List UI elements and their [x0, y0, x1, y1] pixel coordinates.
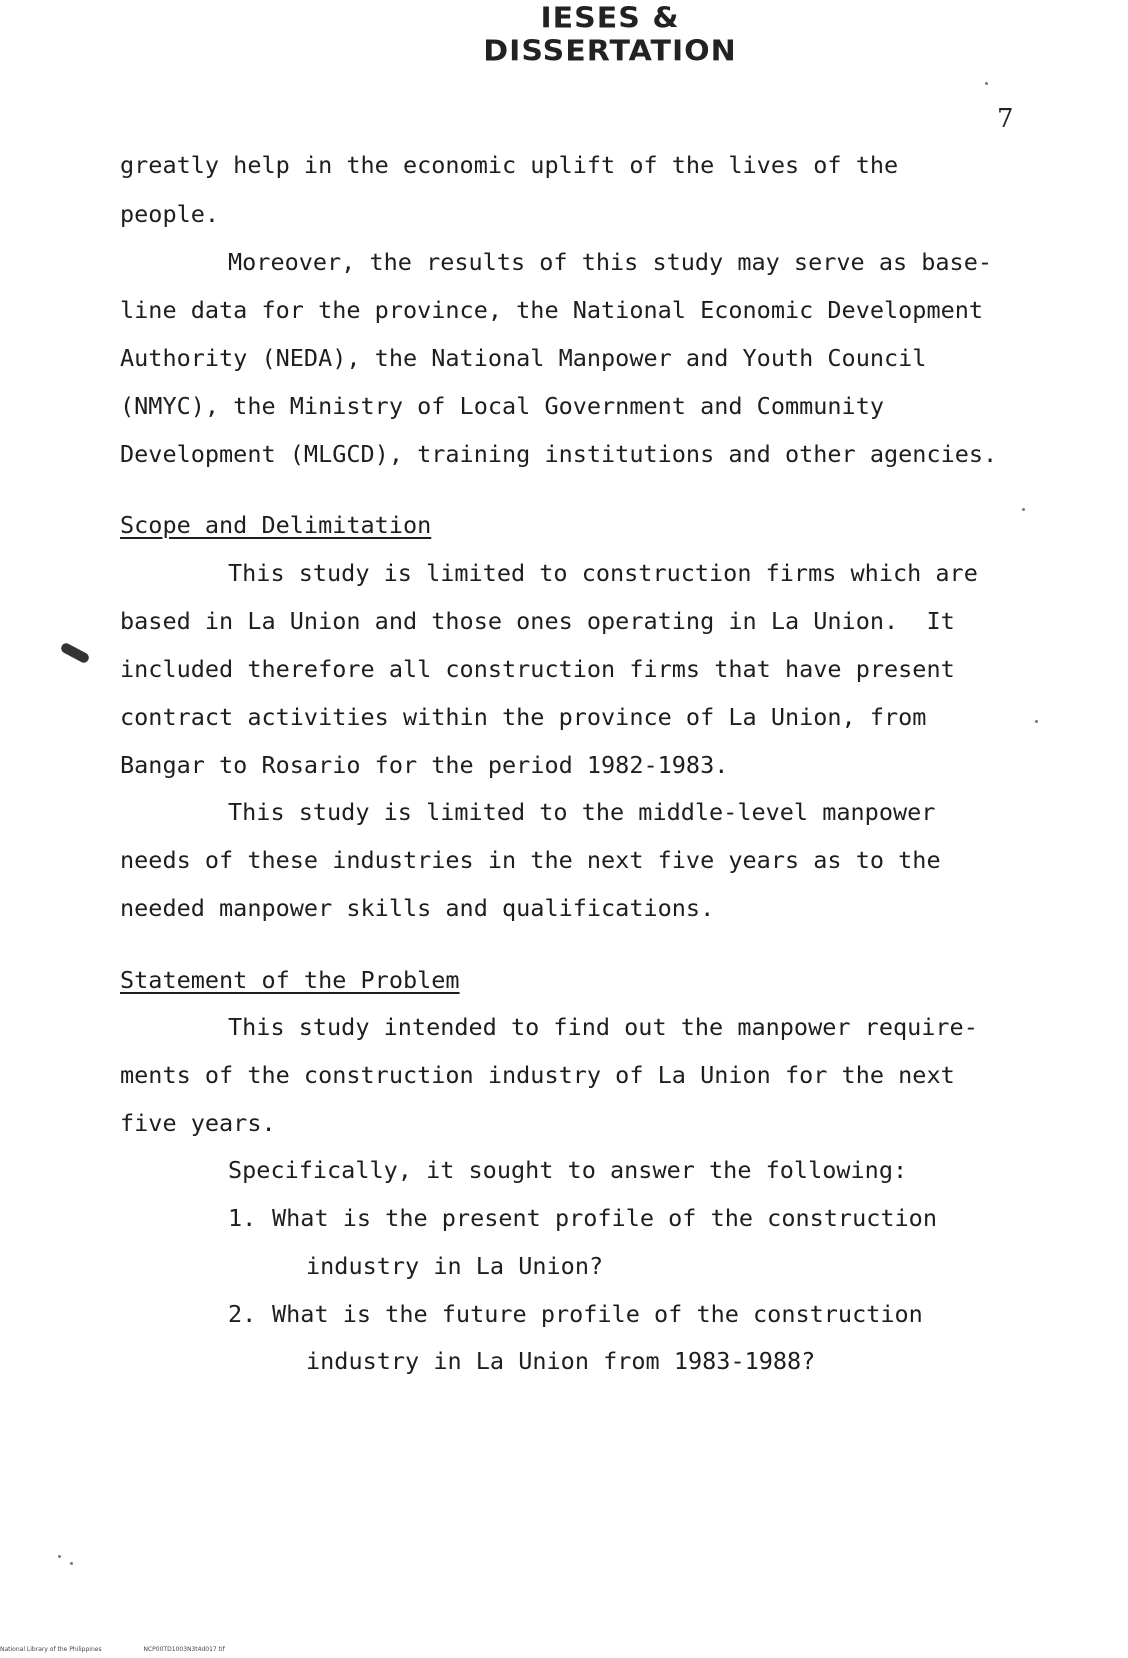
body-line: five years. — [120, 1109, 276, 1137]
scan-speck — [1035, 720, 1038, 723]
body-line: Specifically, it sought to answer the following: — [228, 1156, 908, 1184]
body-line: included therefore all construction firms that have present — [120, 655, 955, 683]
body-line: Authority (NEDA), the National Manpower and Youth Council — [120, 344, 927, 372]
question-text: industry in La Union? — [306, 1252, 604, 1280]
question-text: What is the present profile of the construction — [272, 1204, 937, 1232]
question-number: 1. — [228, 1204, 257, 1232]
section-heading-problem: Statement of the Problem — [120, 966, 460, 994]
page-number: 7 — [997, 104, 1014, 134]
scan-speck — [58, 1555, 61, 1558]
body-line: people. — [120, 200, 220, 228]
body-line: based in La Union and those ones operating in La Union. It — [120, 607, 955, 635]
footer-left: National Library of the Philippines — [0, 1646, 102, 1653]
scan-footer — [0, 1646, 225, 1653]
section-heading-scope: Scope and Delimitation — [120, 511, 432, 539]
question-number: 2. — [228, 1300, 257, 1328]
body-line: greatly help in the economic uplift of the lives of the — [120, 151, 899, 179]
body-line: Bangar to Rosario for the period 1982-1983. — [120, 751, 729, 779]
body-line: line data for the province, the National Economic Development — [120, 296, 984, 324]
body-line: ments of the construction industry of La Union for the next — [120, 1061, 955, 1089]
body-line: Development (MLGCD), training institutions and other agencies. — [120, 440, 998, 468]
body-line: (NMYC), the Ministry of Local Government and Community — [120, 392, 885, 420]
body-line: Moreover, the results of this study may serve as base- — [228, 248, 993, 276]
question-text: industry in La Union from 1983-1988? — [306, 1347, 816, 1375]
body-line: This study is limited to the middle-level manpower — [228, 798, 936, 826]
body-line: needs of these industries in the next five years as to the — [120, 846, 941, 874]
footer-right: NCP00TD1003N3t4d017 tif — [143, 1646, 225, 1653]
margin-ink-mark — [59, 642, 90, 665]
question-text: What is the future profile of the construction — [272, 1300, 923, 1328]
body-line: This study is limited to construction firms which are — [228, 559, 978, 587]
scan-speck — [1022, 508, 1025, 511]
scan-speck — [985, 82, 988, 85]
body-line: contract activities within the province of La Union, from — [120, 703, 927, 731]
body-line: needed manpower skills and qualifications. — [120, 894, 715, 922]
theses-dissertation-stamp: IESES & DISSERTATION — [483, 1, 737, 69]
body-line: This study intended to find out the manpower require- — [228, 1013, 978, 1041]
scan-speck — [70, 1562, 73, 1565]
